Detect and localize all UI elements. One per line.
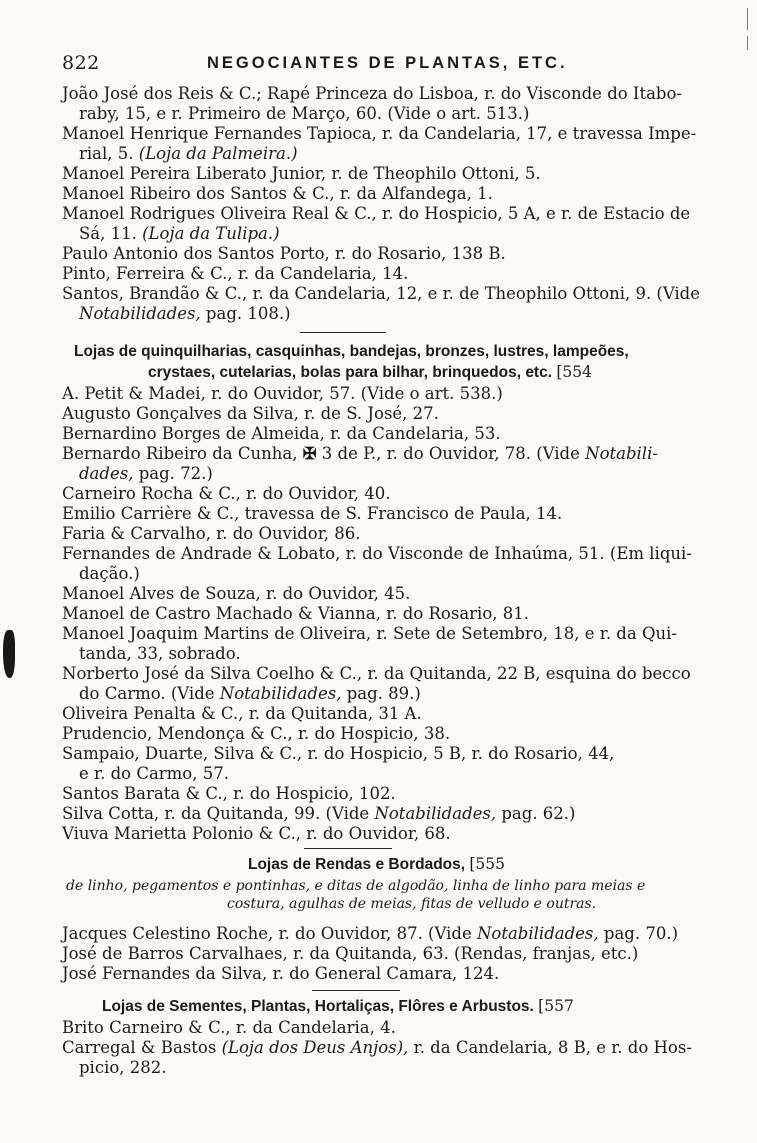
entry-line: João José dos Reis & C.; Rapé Princeza do Lisboa, r. do Visconde do Itabo- (62, 84, 682, 103)
entry-line: Viuva Marietta Polonio & C., r. do Ouvidor, 68. (62, 824, 451, 843)
entry-line: Manoel Alves de Souza, r. do Ouvidor, 45. (62, 584, 411, 603)
section-title: crystaes, cutelarias, bolas para bilhar, brinquedos, etc. [554 (148, 363, 592, 381)
entry-line: tanda, 33, sobrado. (79, 644, 241, 663)
entry-line: raby, 15, e r. Primeiro de Março, 60. (Vide o art. 513.) (79, 104, 530, 123)
section-number: [557 (538, 997, 574, 1015)
entry-line: Sá, 11. (Loja da Tulipa.) (79, 224, 280, 243)
entry-line: Brito Carneiro & C., r. da Candelaria, 4. (62, 1018, 396, 1037)
entry-line: Augusto Gonçalves da Silva, r. de S. José, 27. (62, 404, 439, 423)
entry-line: A. Petit & Madei, r. do Ouvidor, 57. (Vide o art. 538.) (62, 384, 503, 403)
entry-line: Carregal & Bastos (Loja dos Deus Anjos), r. da Candelaria, 8 B, e r. do Hos- (62, 1038, 692, 1057)
ink-blot (3, 630, 15, 678)
entry-line: Emilio Carrière & C., travessa de S. Francisco de Paula, 14. (62, 504, 563, 523)
entry-line: Silva Cotta, r. da Quitanda, 99. (Vide Notabilidades, pag. 62.) (62, 804, 576, 823)
entry-line: do Carmo. (Vide Notabilidades, pag. 89.) (79, 684, 421, 703)
scan-edge-mark (747, 8, 748, 30)
section-title: Lojas de Sementes, Plantas, Hortaliças, Flôres e Arbustos. [557 (102, 997, 574, 1015)
shop-name: (Loja da Tulipa.) (142, 224, 280, 243)
entry-line: e r. do Carmo, 57. (79, 764, 229, 783)
section-title: Lojas de quinquilharias, casquinhas, bandejas, bronzes, lustres, lampeões, (74, 343, 629, 360)
entry-line: Manoel Pereira Liberato Junior, r. de Theophilo Ottoni, 5. (62, 164, 541, 183)
entry-line: Fernandes de Andrade & Lobato, r. do Visconde de Inhaúma, 51. (Em liqui- (62, 544, 692, 563)
entry-line: Carneiro Rocha & C., r. do Ouvidor, 40. (62, 484, 391, 503)
entry-line: Pinto, Ferreira & C., r. da Candelaria, 14. (62, 264, 409, 283)
entry-line: Faria & Carvalho, r. do Ouvidor, 86. (62, 524, 361, 543)
section-number: [554 (556, 363, 592, 381)
entry-line: Manoel Henrique Fernandes Tapioca, r. da Candelaria, 17, e travessa Impe- (62, 124, 697, 143)
entry-line: Manoel Joaquim Martins de Oliveira, r. Sete de Setembro, 18, e r. da Qui- (62, 624, 677, 643)
entry-line: José Fernandes da Silva, r. do General Camara, 124. (62, 964, 500, 983)
entry-line: dades, pag. 72.) (79, 464, 213, 483)
entry-line: Jacques Celestino Roche, r. do Ouvidor, 87. (Vide Notabilidades, pag. 70.) (62, 924, 679, 943)
entry-line: Prudencio, Mendonça & C., r. do Hospicio, 38. (62, 724, 451, 743)
entry-line: picio, 282. (79, 1058, 167, 1077)
entry-line: Oliveira Penalta & C., r. da Quitanda, 31 A. (62, 704, 422, 723)
entry-line: Santos Barata & C., r. do Hospicio, 102. (62, 784, 396, 803)
shop-name: (Loja da Palmeira.) (138, 144, 298, 163)
entry-line: Manoel Rodrigues Oliveira Real & C., r. do Hospicio, 5 A, e r. de Estacio de (62, 204, 691, 223)
scan-edge-mark (747, 36, 748, 50)
entry-line: Manoel de Castro Machado & Vianna, r. do Rosario, 81. (62, 604, 530, 623)
entry-line: Bernardo Ribeiro da Cunha, ✠ 3 de P., r. do Ouvidor, 78. (Vide Notabili- (62, 444, 658, 463)
entry-line: dação.) (79, 564, 140, 583)
section-rule (300, 332, 386, 333)
entry-line: Santos, Brandão & C., r. da Candelaria, 12, e r. de Theophilo Ottoni, 9. (Vide (62, 284, 700, 303)
section-description: de linho, pegamentos e pontinhas, e ditas de algodão, linha de linho para meias e (66, 878, 646, 894)
running-head: NEGOCIANTES DE PLANTAS, ETC. (207, 54, 568, 72)
entry-line: Manoel Ribeiro dos Santos & C., r. da Alfandega, 1. (62, 184, 493, 203)
section-number: [555 (469, 855, 506, 873)
entry-line: Bernardino Borges de Almeida, r. da Candelaria, 53. (62, 424, 501, 443)
entry-line: Sampaio, Duarte, Silva & C., r. do Hospicio, 5 B, r. do Rosario, 44, (62, 744, 615, 763)
section-title: Lojas de Rendas e Bordados, [555 (248, 855, 506, 873)
section-rule (304, 848, 392, 849)
entry-line: Norberto José da Silva Coelho & C., r. da Quitanda, 22 B, esquina do becco (62, 664, 691, 683)
entry-line: Notabilidades, pag. 108.) (79, 304, 291, 323)
entry-line: Paulo Antonio dos Santos Porto, r. do Rosario, 138 B. (62, 244, 506, 263)
page-number: 822 (62, 52, 100, 74)
entry-line: José de Barros Carvalhaes, r. da Quitanda, 63. (Rendas, franjas, etc.) (62, 944, 639, 963)
cross-icon: ✠ (302, 444, 317, 463)
section-rule (312, 990, 400, 991)
page-header (62, 52, 702, 78)
section-description: costura, agulhas de meias, fitas de velludo e outras. (227, 896, 597, 912)
entry-line: rial, 5. (Loja da Palmeira.) (79, 144, 298, 163)
